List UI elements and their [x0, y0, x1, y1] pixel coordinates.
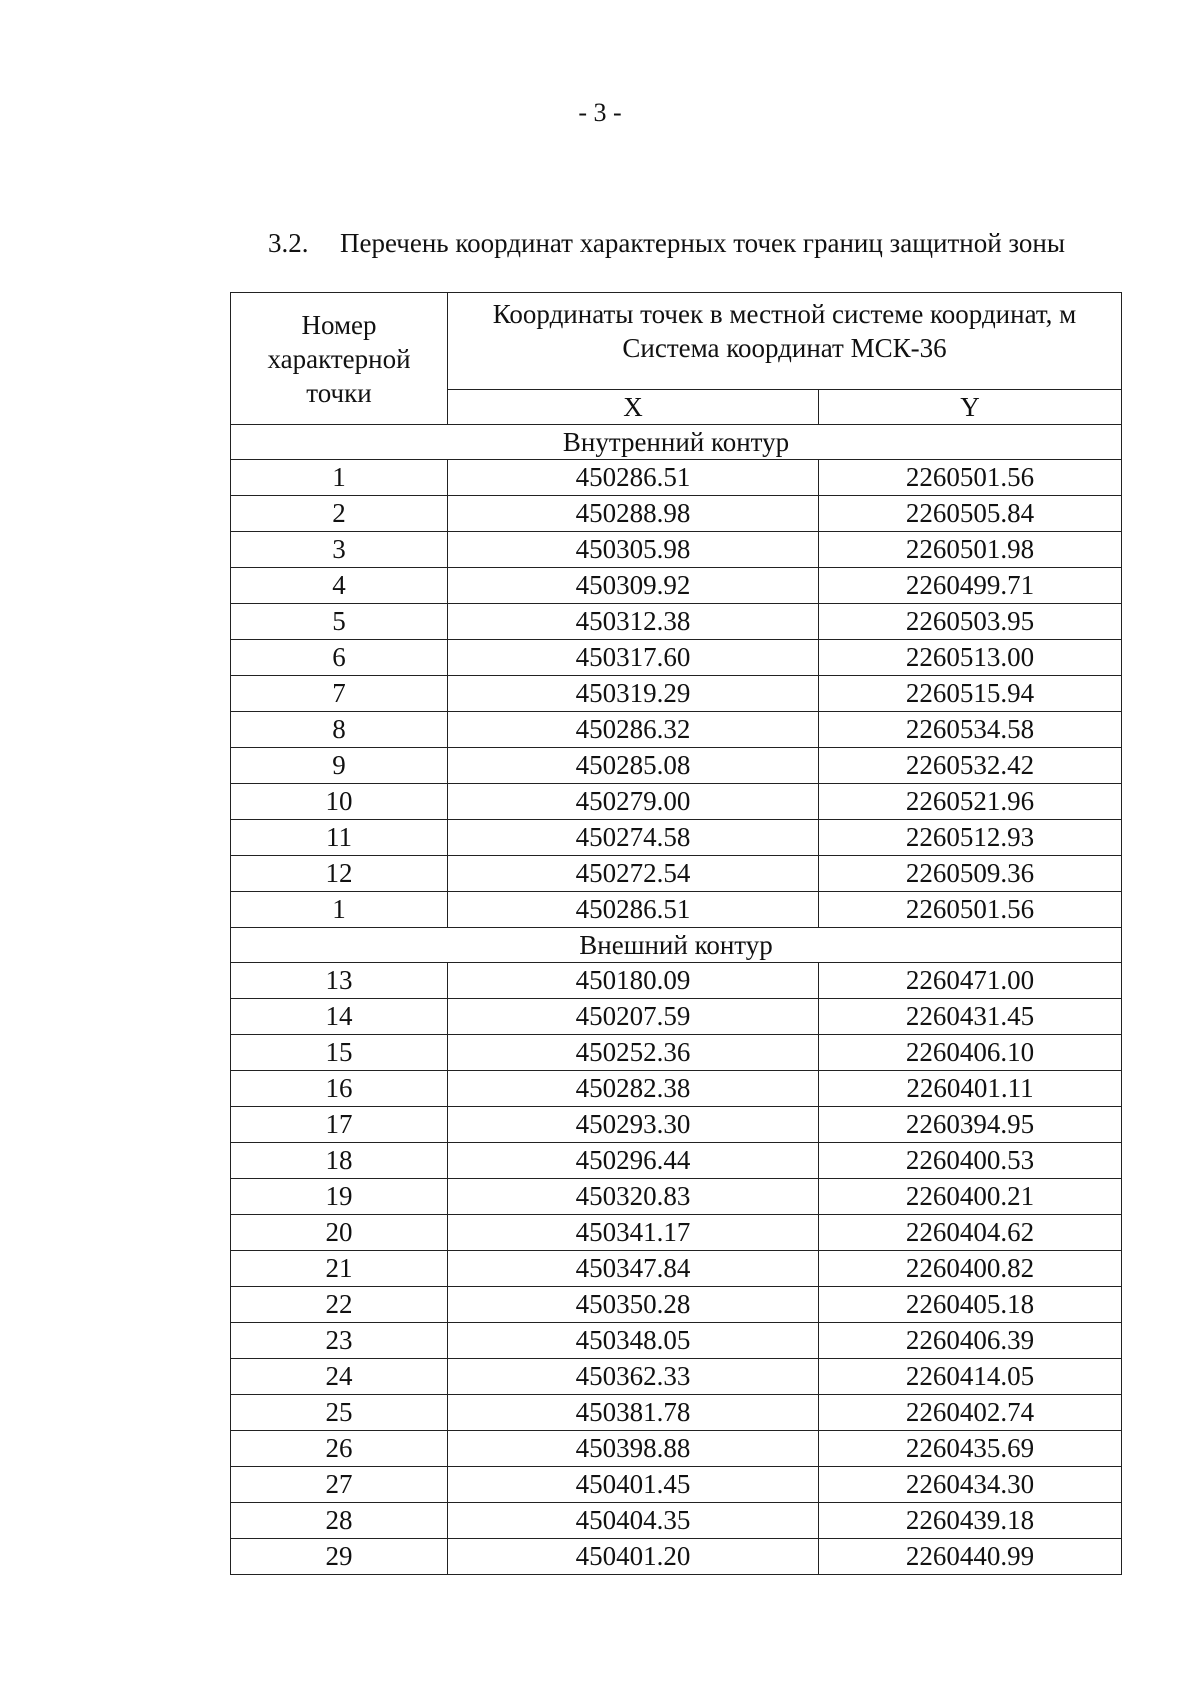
table-row: [231, 1287, 1122, 1323]
x-cell: 450347.84: [448, 1251, 819, 1287]
y-cell: 2260509.36: [819, 856, 1122, 892]
point-number-cell: 12: [231, 856, 448, 892]
x-cell: 450272.54: [448, 856, 819, 892]
y-cell: 2260400.21: [819, 1179, 1122, 1215]
section-heading: [268, 228, 1065, 259]
x-cell: 450286.51: [448, 892, 819, 928]
point-number-cell: 1: [231, 892, 448, 928]
table-row: [231, 460, 1122, 496]
x-cell: 450317.60: [448, 640, 819, 676]
point-number-cell: 11: [231, 820, 448, 856]
x-cell: 450320.83: [448, 1179, 819, 1215]
point-number-cell: 24: [231, 1359, 448, 1395]
table-row: [231, 532, 1122, 568]
x-cell: 450401.20: [448, 1539, 819, 1575]
table-row: [231, 1143, 1122, 1179]
table-row: [231, 1539, 1122, 1575]
header-point-number: [231, 293, 448, 425]
table-row: [231, 1323, 1122, 1359]
table-row: [231, 640, 1122, 676]
y-cell: 2260512.93: [819, 820, 1122, 856]
table-row: [231, 604, 1122, 640]
x-cell: 450288.98: [448, 496, 819, 532]
point-number-cell: 25: [231, 1395, 448, 1431]
x-cell: 450279.00: [448, 784, 819, 820]
point-number-cell: 5: [231, 604, 448, 640]
x-cell: 450319.29: [448, 676, 819, 712]
table-row: [231, 1503, 1122, 1539]
x-cell: 450286.32: [448, 712, 819, 748]
point-number-cell: 10: [231, 784, 448, 820]
x-cell: 450381.78: [448, 1395, 819, 1431]
x-cell: 450348.05: [448, 1323, 819, 1359]
header-coordinates: [448, 293, 1122, 390]
x-cell: 450401.45: [448, 1467, 819, 1503]
y-cell: 2260414.05: [819, 1359, 1122, 1395]
table-row: [231, 963, 1122, 999]
x-cell: 450180.09: [448, 963, 819, 999]
table-row: [231, 1467, 1122, 1503]
y-cell: 2260404.62: [819, 1215, 1122, 1251]
x-cell: 450286.51: [448, 460, 819, 496]
x-cell: 450207.59: [448, 999, 819, 1035]
point-number-cell: 28: [231, 1503, 448, 1539]
point-number-cell: 6: [231, 640, 448, 676]
y-cell: 2260534.58: [819, 712, 1122, 748]
table-row: [231, 784, 1122, 820]
table-row: [231, 1071, 1122, 1107]
table-row: [231, 820, 1122, 856]
table-row: [231, 676, 1122, 712]
table-row: [231, 1107, 1122, 1143]
table-row: [231, 1431, 1122, 1467]
point-number-cell: 1: [231, 460, 448, 496]
section-title-text: Перечень координат характерных точек границ защитной зоны: [340, 228, 1065, 258]
y-cell: 2260440.99: [819, 1539, 1122, 1575]
point-number-cell: 26: [231, 1431, 448, 1467]
outer-contour-row: [231, 928, 1122, 963]
point-number-cell: 19: [231, 1179, 448, 1215]
y-cell: 2260402.74: [819, 1395, 1122, 1431]
coordinates-table: [230, 292, 1122, 1575]
y-cell: 2260501.98: [819, 532, 1122, 568]
table-row: [231, 856, 1122, 892]
x-cell: 450285.08: [448, 748, 819, 784]
page-number: - 3 -: [578, 98, 622, 127]
point-number-cell: 9: [231, 748, 448, 784]
x-cell: 450312.38: [448, 604, 819, 640]
y-cell: 2260532.42: [819, 748, 1122, 784]
point-number-cell: 3: [231, 532, 448, 568]
y-cell: 2260406.10: [819, 1035, 1122, 1071]
point-number-cell: 2: [231, 496, 448, 532]
header-coordinates-line2: Система координат МСК-36: [622, 333, 947, 363]
y-cell: 2260400.82: [819, 1251, 1122, 1287]
table-row: [231, 712, 1122, 748]
point-number-cell: 14: [231, 999, 448, 1035]
x-cell: 450296.44: [448, 1143, 819, 1179]
y-cell: 2260435.69: [819, 1431, 1122, 1467]
y-cell: 2260434.30: [819, 1467, 1122, 1503]
y-cell: 2260431.45: [819, 999, 1122, 1035]
point-number-cell: 8: [231, 712, 448, 748]
point-number-cell: 13: [231, 963, 448, 999]
point-number-cell: 20: [231, 1215, 448, 1251]
table-row: [231, 1395, 1122, 1431]
y-cell: 2260400.53: [819, 1143, 1122, 1179]
y-cell: 2260503.95: [819, 604, 1122, 640]
y-cell: 2260521.96: [819, 784, 1122, 820]
y-cell: 2260405.18: [819, 1287, 1122, 1323]
header-point-number-line: точки: [306, 377, 372, 408]
y-cell: 2260401.11: [819, 1071, 1122, 1107]
inner-contour-row: [231, 425, 1122, 460]
x-cell: 450341.17: [448, 1215, 819, 1251]
y-cell: 2260394.95: [819, 1107, 1122, 1143]
point-number-cell: 22: [231, 1287, 448, 1323]
table-row: [231, 999, 1122, 1035]
point-number-cell: 29: [231, 1539, 448, 1575]
table-row: [231, 748, 1122, 784]
x-cell: 450293.30: [448, 1107, 819, 1143]
table-row: [231, 1179, 1122, 1215]
table-row: [231, 1359, 1122, 1395]
y-cell: 2260471.00: [819, 963, 1122, 999]
x-cell: 450309.92: [448, 568, 819, 604]
table-row: [231, 568, 1122, 604]
x-cell: 450362.33: [448, 1359, 819, 1395]
table-row: [231, 496, 1122, 532]
x-cell: 450274.58: [448, 820, 819, 856]
point-number-cell: 21: [231, 1251, 448, 1287]
table-row: [231, 892, 1122, 928]
y-cell: 2260406.39: [819, 1323, 1122, 1359]
outer-contour-title: Внешний контур: [231, 928, 1122, 963]
point-number-cell: 27: [231, 1467, 448, 1503]
x-cell: 450404.35: [448, 1503, 819, 1539]
header-point-number-line: характерной: [267, 343, 411, 374]
x-cell: 450350.28: [448, 1287, 819, 1323]
header-coordinates-line1: Координаты точек в местной системе координат, м: [492, 299, 1077, 329]
point-number-cell: 23: [231, 1323, 448, 1359]
point-number-cell: 15: [231, 1035, 448, 1071]
x-cell: 450398.88: [448, 1431, 819, 1467]
point-number-cell: 17: [231, 1107, 448, 1143]
point-number-cell: 7: [231, 676, 448, 712]
header-x: X: [448, 390, 819, 425]
y-cell: 2260513.00: [819, 640, 1122, 676]
point-number-cell: 16: [231, 1071, 448, 1107]
y-cell: 2260499.71: [819, 568, 1122, 604]
point-number-cell: 18: [231, 1143, 448, 1179]
y-cell: 2260501.56: [819, 460, 1122, 496]
x-cell: 450305.98: [448, 532, 819, 568]
inner-contour-title: Внутренний контур: [231, 425, 1122, 460]
header-y: Y: [819, 390, 1122, 425]
x-cell: 450282.38: [448, 1071, 819, 1107]
y-cell: 2260505.84: [819, 496, 1122, 532]
point-number-cell: 4: [231, 568, 448, 604]
header-point-number-line: Номер: [301, 309, 377, 340]
x-cell: 450252.36: [448, 1035, 819, 1071]
table-row: [231, 1215, 1122, 1251]
y-cell: 2260439.18: [819, 1503, 1122, 1539]
y-cell: 2260515.94: [819, 676, 1122, 712]
table-row: [231, 1251, 1122, 1287]
y-cell: 2260501.56: [819, 892, 1122, 928]
table-row: [231, 1035, 1122, 1071]
section-number: 3.2.: [268, 228, 309, 258]
